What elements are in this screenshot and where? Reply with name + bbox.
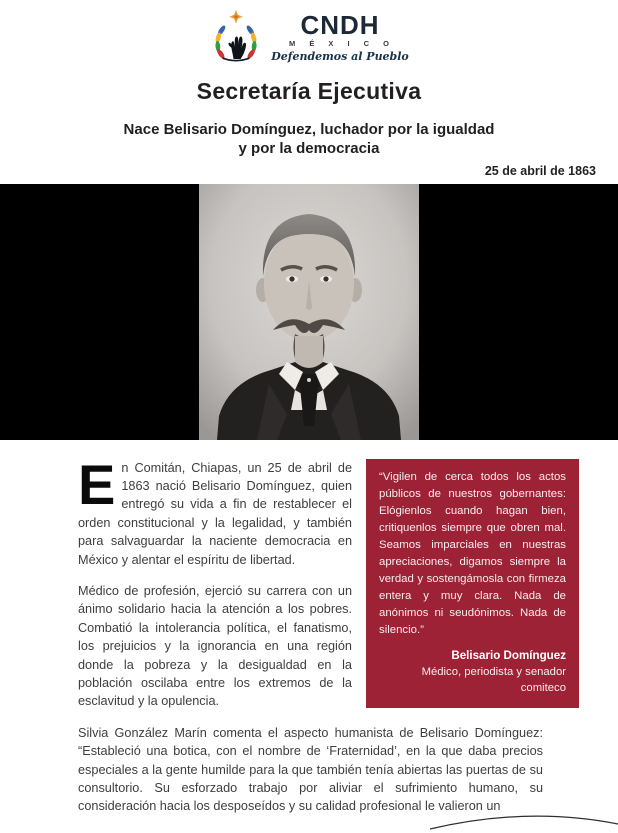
star-icon [229,10,243,24]
quote-text: “Vigilen de cerca todos los actos públicos de nuestros gobernantes: Elógienlos cuando hagan bien, critiquenlos siempre que obren mal. Seamos imparciales en nuestras apreciaciones, digamos siempre la verdad y sostengámosla con firmeza entera y muy clara. Nada de anónimos ni seudónimos. Nada de silencio.” [379,470,566,636]
document-title [0,121,618,159]
bottom-swoosh-decoration [428,793,618,833]
portrait-belisario-dominguez [199,184,419,440]
hand-icon [229,37,247,59]
department-title: Secretaría Ejecutiva [196,78,422,104]
article-body [78,452,566,816]
cndh-logo [0,0,618,65]
paragraph-2: Médico de profesión, ejerció su carrera con un ánimo solidario hacia la atención a los pobres. Combatió la intolerancia política, el fanatismo, los prejuicios y la ignorancia en una región donde la pobreza y la desigualdad en la población oscilaba entre los extremos de la esclavitud y la opulencia. [78,583,352,709]
wreath-right [245,24,257,59]
quote-box [366,459,579,709]
paragraph-1-text: n Comitán, Chiapas, un 25 de abril de 1863 nació Belisario Domínguez, quien entregó su vida a fin de restablecer el orden constitucional y la legalidad, y también para salvaguardar la naciente democracia en México y alentar el espíritu de libertad. [78,460,352,567]
document-title-line2: y por la democracia [238,139,380,157]
document-title-line1: Nace Belisario Domínguez, luchador por la igualdad [123,121,495,138]
wreath-left [215,24,227,59]
cndh-emblem-icon [209,9,263,65]
cndh-logo-text [271,9,409,64]
dropcap-letter: E [78,452,114,516]
logo-country: M É X I C O [288,38,395,48]
photo-banner [0,184,618,440]
quote-attribution [379,648,566,697]
paragraph-3: Silvia González Marín comenta el aspecto humanista de Belisario Domínguez: “Estableció una botica, con el nombre de ‘Fraternidad’, en la que daba precios especiales a la gente humilde para la que también tenía abiertas las puertas de su consultorio. Su esforzado trabajo por aliviar el sufrimiento humano, su consideración hacia los desposeídos y su calidad profesional le valieron un [78,725,543,814]
page-header [0,0,618,178]
logo-slogan: Defendemos al Pueblo [271,50,409,64]
quote-author: Belisario Domínguez [451,648,566,662]
quote-author-role: Médico, periodista y senador comiteco [421,666,566,694]
document-date: 25 de abril de 1863 [484,163,596,178]
logo-acronym: CNDH [300,9,380,40]
